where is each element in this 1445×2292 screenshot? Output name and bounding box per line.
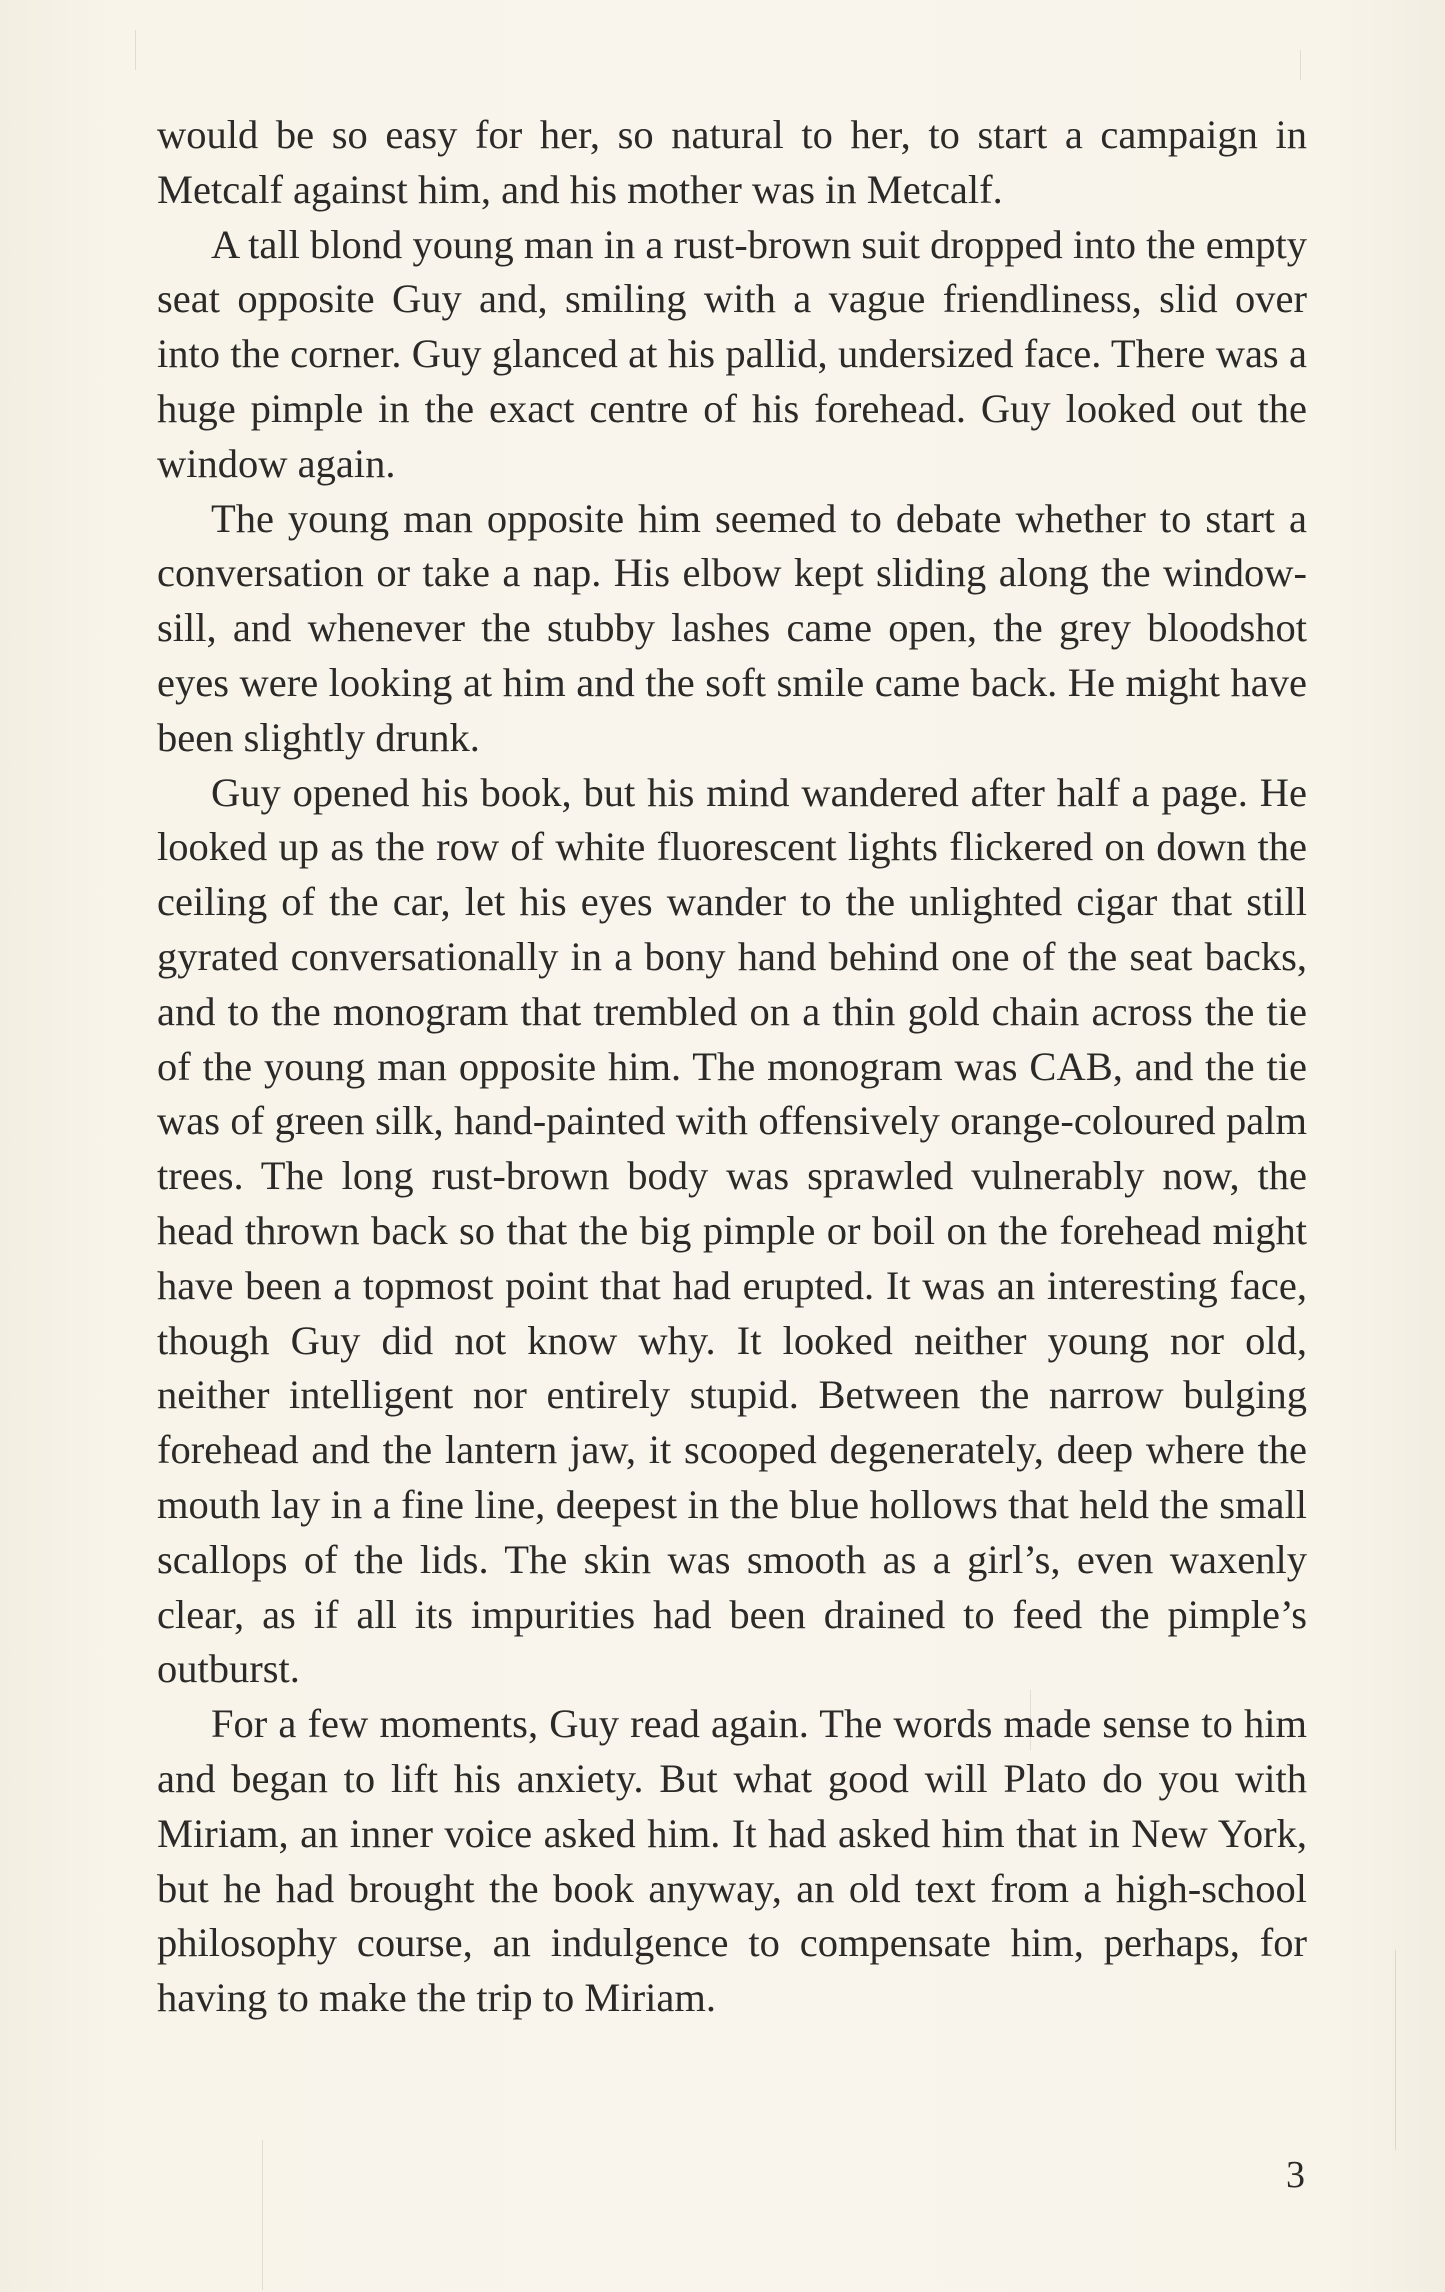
paragraph: would be so easy for her, so natural to her, to start a campaign in Metcalf against him, and his mother was in Metcalf.: [157, 112, 1307, 212]
paper-mark: [135, 30, 136, 70]
paper-mark: [1300, 50, 1301, 80]
paper-mark: [262, 2140, 263, 2290]
paragraph: The young man opposite him seemed to debate whether to start a conversation or take a nap. His elbow kept sliding along the window-sill, and whenever the stubby lashes came open, the grey bloodshot eyes were looking at him and the soft smile came back. He might have been slightly drunk.: [157, 495, 1307, 760]
paper-mark: [1395, 1950, 1396, 2150]
paragraph: A tall blond young man in a rust-brown suit dropped into the empty seat opposite Guy and, smiling with a vague friendliness, slid over into the corner. Guy glanced at his pallid, undersized face. There was a huge pimple in the exact centre of his forehead. Guy looked out the window again.: [157, 221, 1307, 486]
page-number: 3: [1286, 2154, 1305, 2196]
paragraph: For a few moments, Guy read again. The words made sense to him and began to lift his anxiety. But what good will Plato do you with Miriam, an inner voice asked him. It had asked him that in New York, but he had brought the book anyway, an old text from a high-school philosophy course, an indulgence to compensate him, perhaps, for having to make the trip to Miriam.: [157, 1701, 1307, 2021]
body-text: [157, 108, 1307, 2026]
paragraph: Guy opened his book, but his mind wandered after half a page. He looked up as the row of white fluorescent lights flickered on down the ceiling of the car, let his eyes wander to the unlighted cigar that still gyrated conversationally in a bony hand behind one of the seat backs, and to the monogram that trembled on a thin gold chain across the tie of the young man opposite him. The monogram was CAB, and the tie was of green silk, hand-painted with offensively orange-coloured palm trees. The long rust-brown body was sprawled vulnerably now, the head thrown back so that the big pimple or boil on the forehead might have been a topmost point that had erupted. It was an interesting face, though Guy did not know why. It looked neither young nor old, neither intelligent nor entirely stupid. Between the narrow bulging forehead and the lantern jaw, it scooped degenerately, deep where the mouth lay in a fine line, deepest in the blue hollows that held the small scallops of the lids. The skin was smooth as a girl’s, even waxenly clear, as if all its impurities had been drained to feed the pimple’s outburst.: [157, 769, 1307, 1692]
